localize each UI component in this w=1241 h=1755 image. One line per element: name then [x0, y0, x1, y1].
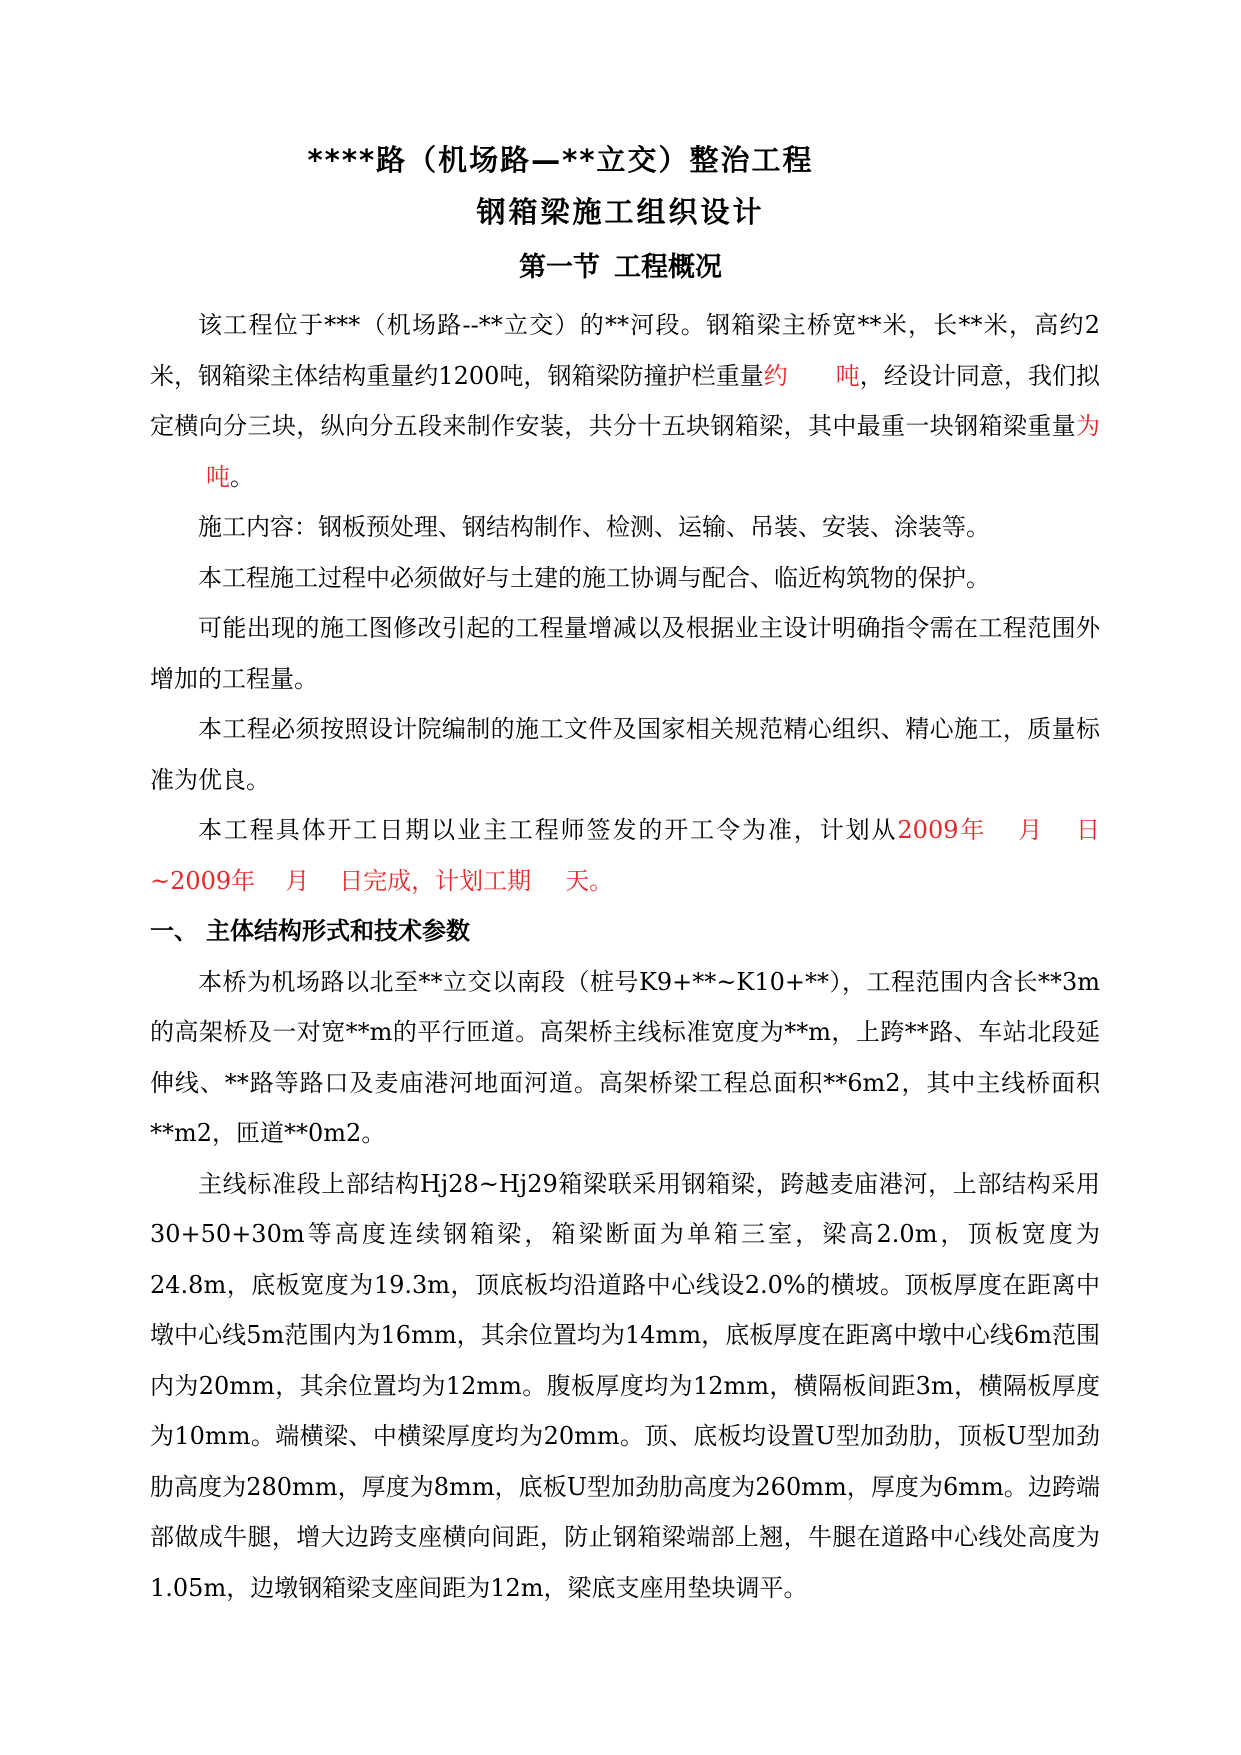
paragraph-quality: 本工程必须按照设计院编制的施工文件及国家相关规范精心组织、精心施工，质量标准为优良。 — [150, 715, 1100, 794]
paragraph-changes: 可能出现的施工图修改引起的工程量增减以及根据业主设计明确指令需在工程范围外增加的工程量。 — [150, 614, 1100, 693]
paragraph-coordination: 本工程施工过程中必须做好与土建的施工协调与配合、临近构筑物的保护。 — [198, 563, 990, 592]
paragraph-overview — [150, 300, 1100, 502]
schedule-end-day: 日完成，计划工期 — [339, 866, 532, 895]
paragraph-text: 本工程具体开工日期以业主工程师签发的开工令为准，计划从 — [198, 816, 898, 844]
document-body — [150, 300, 1100, 1613]
paragraph-text: ，经设计同意，我们拟定横向分三块，纵向分五段来制作安装，共分十五块钢箱梁，其中最重一块钢箱梁重量 — [150, 361, 1101, 440]
paragraph-text: 该工程位于***（机场路--**立交）的**河段。钢箱梁主桥宽**米，长**米，高约2米，钢箱梁主体结构重量约1200吨，钢箱梁防撞护栏重量 — [150, 311, 1100, 390]
placeholder-weight-unit: 吨 — [835, 361, 860, 390]
schedule-start-year: 2009年 — [897, 816, 987, 844]
schedule-end-year: 日~2009年 — [150, 816, 1101, 895]
paragraph-schedule — [150, 805, 1100, 906]
paragraph-scope: 施工内容：钢板预处理、钢结构制作、检测、运输、吊装、安装、涂装等。 — [198, 513, 990, 541]
document-title-line2: 钢箱梁施工组织设计 — [476, 195, 765, 229]
heading-text: 主体结构形式和技术参数 — [206, 917, 470, 945]
paragraph-structure-params: 主线标准段上部结构Hj28~Hj29箱梁联采用钢箱梁，跨越麦庙港河，上部结构采用30+50+30m等高度连续钢箱梁，箱梁断面为单箱三室，梁高2.0m，顶板宽度为24.8m，底板宽度为19.3m，顶底板均沿道路中心线设2.0%的横坡。顶板厚度在距离中墩中心线5m范围内为16mm，其余位置均为14mm，底板厚度在距离中墩中心线6m范围内为20mm，其余位置均为12mm。腹板厚度均为12mm，横隔板间距3m，横隔板厚度为10mm。端横梁、中横梁厚度均为20mm。顶、底板均设置U型加劲肋，顶板U型加劲肋高度为280mm，厚度为8mm，底板U型加劲肋高度为260mm，厚度为6mm。边跨端部做成牛腿，增大边跨支座横向间距，防止钢箱梁端部上翘，牛腿在道路中心线处高度为1.05m，边墩钢箱梁支座间距为12m，梁底支座用垫块调平。 — [150, 1169, 1100, 1602]
placeholder-max-weight-label: 为 — [1076, 412, 1100, 440]
heading-number: 一、 — [150, 917, 198, 945]
schedule-start-month: 月 — [1016, 816, 1045, 844]
placeholder-max-weight-unit: 吨 — [206, 462, 230, 491]
placeholder-weight-label: 约 — [763, 361, 788, 390]
schedule-duration: 天。 — [565, 866, 614, 895]
heading-structure — [150, 906, 1100, 957]
section-name: 工程概况 — [614, 252, 722, 283]
section-title — [0, 245, 1241, 284]
section-number: 第一节 — [519, 252, 600, 283]
document-title-line1: ****路（机场路—**立交）整治工程 — [307, 143, 814, 177]
paragraph-bridge-location: 本桥为机场路以北至**立交以南段（桩号K9+**~K10+**），工程范围内含长**3m的高架桥及一对宽**m的平行匝道。高架桥主线标准宽度为**m，上跨**路、车站北段延伸线、**路等路口及麦庙港河地面河道。高架桥梁工程总面积**6m2，其中主线桥面积**m2，匝道**0m2。 — [150, 967, 1100, 1147]
paragraph-text: 。 — [230, 462, 254, 491]
schedule-end-month: 月 — [285, 866, 310, 895]
